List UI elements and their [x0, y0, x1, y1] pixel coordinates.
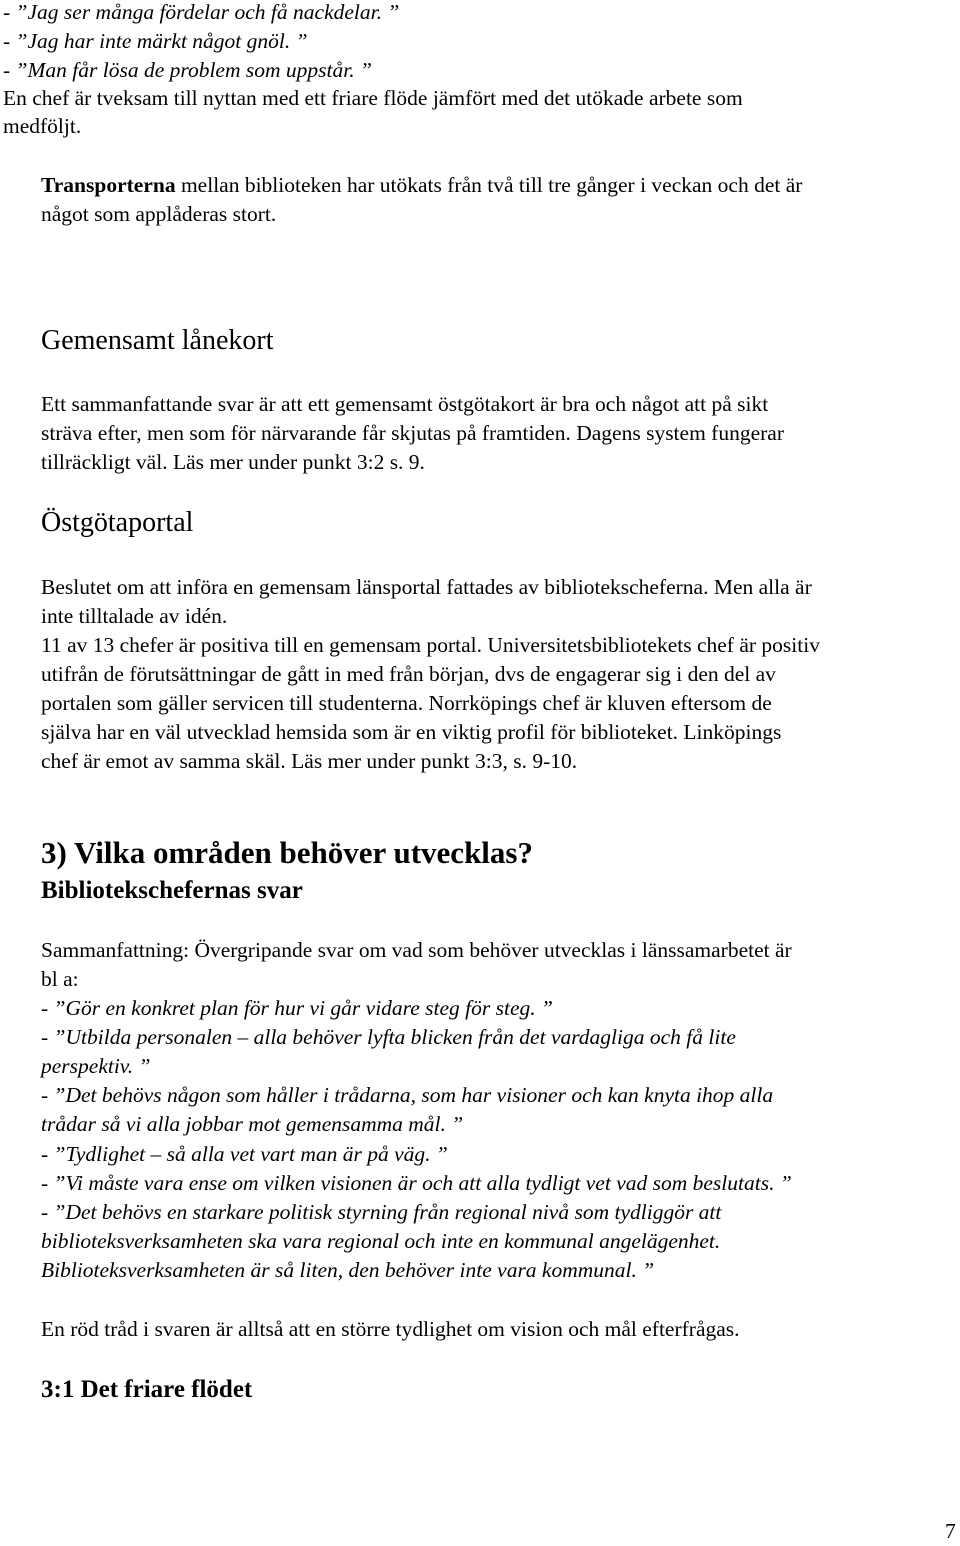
paragraph-line: En chef är tveksam till nyttan med ett friare flöde jämfört med det utökade arbete som: [3, 86, 743, 110]
paragraph-line: portalen som gäller servicen till studenterna. Norrköpings chef är kluven eftersom de: [41, 691, 772, 715]
chapter-heading: 3) Vilka områden behöver utvecklas?: [41, 835, 533, 870]
transport-line: [41, 171, 802, 200]
paragraph-line: tillräckligt väl. Läs mer under punkt 3:2 s. 9.: [41, 450, 425, 474]
quote-line: - ”Vi måste vara ense om vilken visionen är och att alla tydligt vet vad som beslutats. ”: [41, 1171, 792, 1195]
paragraph-line: medföljt.: [3, 114, 82, 138]
transport-rest: mellan biblioteken har utökats från två till tre gånger i veckan och det är: [175, 173, 803, 197]
paragraph-line: sträva efter, men som för närvarande får skjutas på framtiden. Dagens system fungerar: [41, 421, 784, 445]
sub-heading: Bibliotekschefernas svar: [41, 877, 303, 904]
paragraph-line: Beslutet om att införa en gemensam länsportal fattades av bibliotekscheferna. Men alla är: [41, 575, 812, 599]
paragraph-line: En röd tråd i svaren är alltså att en större tydlighet om vision och mål efterfrågas.: [41, 1317, 740, 1341]
paragraph-line: bl a:: [41, 967, 79, 991]
page-number: 7: [945, 1519, 956, 1543]
paragraph-line: Ett sammanfattande svar är att ett gemensamt östgötakort är bra och något att på sikt: [41, 392, 769, 416]
quote-line: - ”Det behövs en starkare politisk styrning från regional nivå som tydliggör att: [41, 1200, 722, 1224]
paragraph-line: chef är emot av samma skäl. Läs mer under punkt 3:3, s. 9-10.: [41, 749, 578, 773]
transport-lead: Transporterna: [41, 173, 176, 197]
paragraph-line: utifrån de förutsättningar de gått in med från början, dvs de engagerar sig i den del av: [41, 662, 776, 686]
section-heading: Gemensamt lånekort: [41, 325, 274, 356]
quote-line: trådar så vi alla jobbar mot gemensamma mål. ”: [41, 1112, 464, 1136]
quote-line: - ”Tydlighet – så alla vet vart man är på väg. ”: [41, 1142, 448, 1166]
quote-line: biblioteksverksamheten ska vara regional och inte en kommunal angelägenhet.: [41, 1229, 721, 1253]
paragraph-line: något som applåderas stort.: [41, 202, 277, 226]
sub-heading: 3:1 Det friare flödet: [41, 1376, 253, 1403]
section-heading: Östgötaportal: [41, 507, 194, 538]
quote-line: - ”Det behövs någon som håller i trådarna, som har visioner och kan knyta ihop alla: [41, 1083, 774, 1107]
paragraph-line: själva har en väl utvecklad hemsida som är en viktig profil för biblioteket. Linköpings: [41, 720, 782, 744]
quote-line: Biblioteksverksamheten är så liten, den behöver inte vara kommunal. ”: [41, 1258, 655, 1282]
quote-line: - ”Jag har inte märkt något gnöl. ”: [3, 29, 308, 53]
quote-line: - ”Jag ser många fördelar och få nackdelar. ”: [3, 0, 400, 24]
paragraph-line: Sammanfattning: Övergripande svar om vad som behöver utvecklas i länssamarbetet är: [41, 938, 792, 962]
quote-line: - ”Utbilda personalen – alla behöver lyfta blicken från det vardagliga och få lite: [41, 1025, 736, 1049]
paragraph-line: inte tilltalade av idén.: [41, 604, 228, 628]
quote-line: perspektiv. ”: [41, 1054, 151, 1078]
quote-line: - ”Gör en konkret plan för hur vi går vidare steg för steg. ”: [41, 996, 553, 1020]
paragraph-line: 11 av 13 chefer är positiva till en gemensam portal. Universitetsbibliotekets chef är positiv: [41, 633, 820, 657]
quote-line: - ”Man får lösa de problem som uppstår. ”: [3, 58, 372, 82]
